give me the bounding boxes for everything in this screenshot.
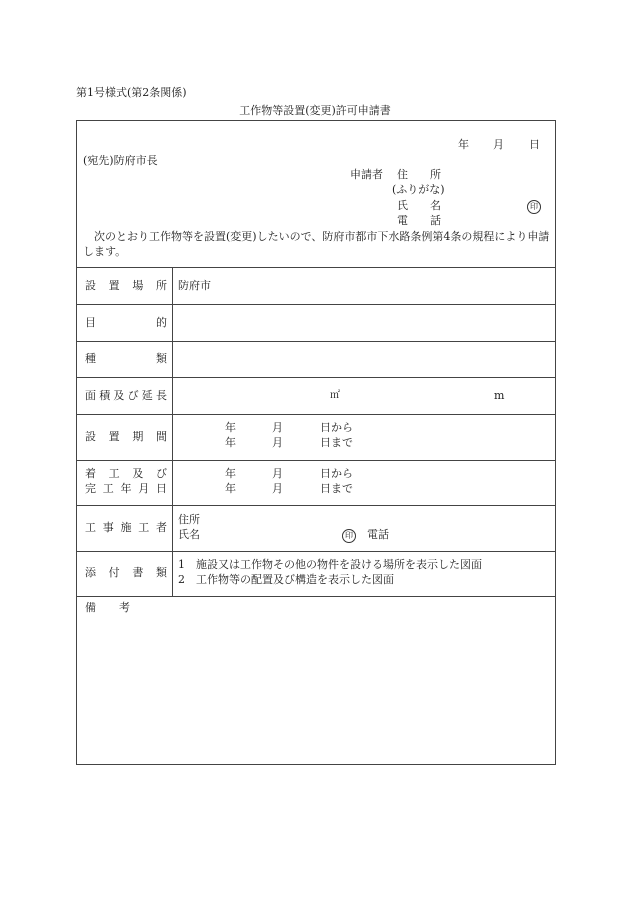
- row-divider: [77, 505, 555, 506]
- area-unit: ㎡: [330, 390, 340, 401]
- type-label: 種類: [85, 352, 167, 365]
- row-divider: [77, 414, 555, 415]
- period-end-day: 日まで: [320, 436, 353, 449]
- form-number: 第1号様式(第2条関係): [76, 86, 187, 99]
- construction-end-month: 月: [272, 482, 283, 495]
- attachments-label: 添付書類: [85, 566, 167, 579]
- applicant-label: 申請者: [350, 168, 383, 181]
- attachment-item-1: 1 施設又は工作物その他の物件を設ける場所を表示した図面: [178, 558, 482, 571]
- row-divider: [77, 551, 555, 552]
- location-value: 防府市: [178, 279, 211, 292]
- applicant-furigana-label: (ふりがな): [392, 183, 445, 196]
- contractor-phone-label: 電話: [367, 528, 389, 541]
- construction-end-year: 年: [225, 482, 236, 495]
- construction-end-day: 日まで: [320, 482, 353, 495]
- period-label: 設置期間: [85, 430, 167, 443]
- attachment-item-2: 2 工作物等の配置及び構造を表示した図面: [178, 573, 394, 586]
- request-text: 次のとおり工作物等を設置(変更)したいので、防府市都市下水路条例第4条の規程により申請します。: [83, 230, 550, 258]
- contractor-label: 工事施工者: [85, 521, 167, 534]
- seal-icon: 印: [342, 529, 356, 543]
- row-divider: [77, 304, 555, 305]
- period-start-day: 日から: [320, 421, 353, 434]
- construction-start-month: 月: [272, 467, 283, 480]
- applicant-phone-label: 電 話: [397, 214, 441, 227]
- period-start-month: 月: [272, 421, 283, 434]
- contractor-name-label: 氏名: [178, 528, 200, 541]
- area-label: 面積及び延長: [85, 389, 167, 402]
- contractor-seal: [342, 528, 356, 543]
- period-end-month: 月: [272, 436, 283, 449]
- column-divider: [172, 267, 173, 596]
- row-divider: [77, 596, 555, 597]
- row-divider: [77, 377, 555, 378]
- applicant-seal: [527, 199, 541, 214]
- purpose-label: 目的: [85, 316, 167, 329]
- form-title: 工作物等設置(変更)許可申請書: [239, 104, 391, 117]
- construction-start-day: 日から: [320, 467, 353, 480]
- contractor-address-label: 住所: [178, 513, 200, 526]
- date-day: 日: [529, 138, 540, 151]
- addressee: (宛先)防府市長: [83, 154, 158, 167]
- seal-icon: 印: [527, 200, 541, 214]
- application-form: [76, 120, 556, 765]
- remarks-label: 備考: [85, 601, 130, 614]
- row-divider: [77, 267, 555, 268]
- location-label: 設置場所: [85, 279, 167, 292]
- period-start-year: 年: [225, 421, 236, 434]
- row-divider: [77, 460, 555, 461]
- construction-label-1: 着工及び: [85, 467, 167, 480]
- length-unit: m: [494, 389, 505, 402]
- construction-start-year: 年: [225, 467, 236, 480]
- period-end-year: 年: [225, 436, 236, 449]
- applicant-address-label: 住 所: [397, 168, 441, 181]
- construction-label-2: 完工年月日: [85, 482, 167, 495]
- date-year: 年: [458, 138, 469, 151]
- date-month: 月: [493, 138, 504, 151]
- row-divider: [77, 341, 555, 342]
- applicant-name-label: 氏 名: [397, 199, 441, 212]
